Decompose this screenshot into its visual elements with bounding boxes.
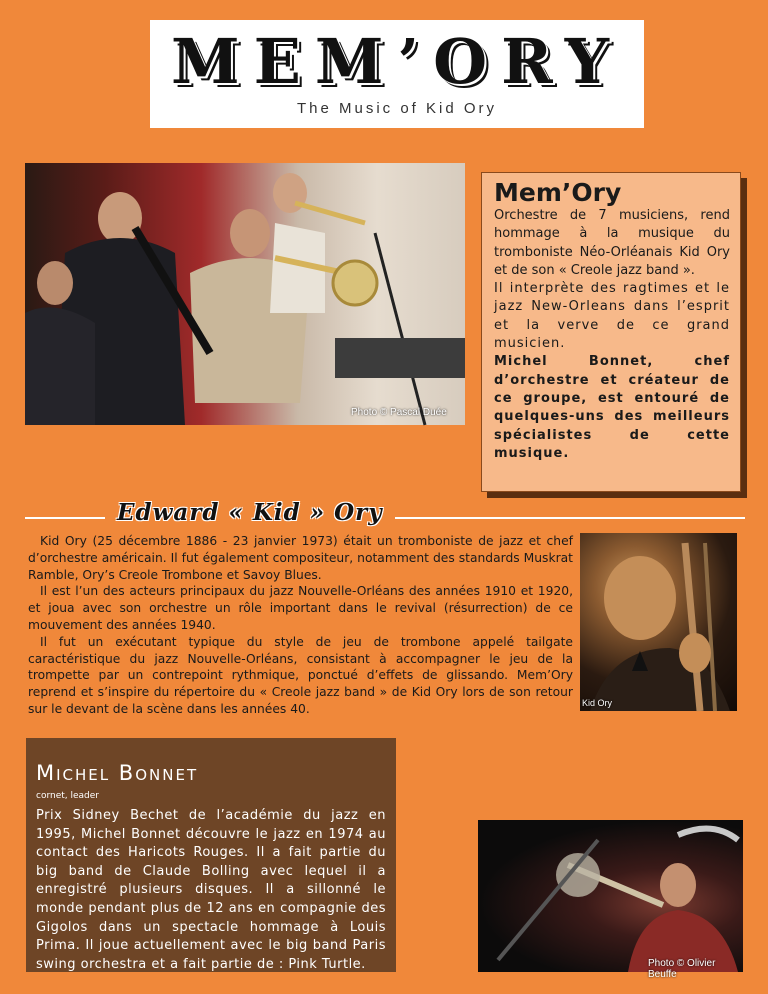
- kid-ory-heading-text: Edward « Kid » Ory: [117, 499, 383, 526]
- info-paragraph-2: Il interprète des ragtimes et le jazz New-Orleans dans l’esprit et la verve de ce grand musicien.: [494, 281, 730, 352]
- memory-info-box: [481, 172, 741, 492]
- kid-paragraph-1: Kid Ory (25 décembre 1886 - 23 janvier 1973) était un tromboniste de jazz et chef d’orchestre américain. Il fut également compositeur, notamment des standards Muskrat Ramble, Ory’s Creole Trombone et Savoy Blues.: [28, 534, 573, 582]
- heading-rule-left: [25, 517, 105, 519]
- michel-bonnet-photo-credit: Photo © Olivier Beuffe: [648, 958, 716, 980]
- logo-title: MEM’ORY: [171, 25, 623, 98]
- band-photo-credit: Photo © Pascal Duée: [351, 407, 447, 418]
- heading-rule-right: [395, 517, 745, 519]
- michel-bonnet-illustration: [478, 820, 743, 972]
- logo-subtitle: The Music of Kid Ory: [296, 100, 498, 117]
- michel-bonnet-bio: Prix Sidney Bechet de l’académie du jazz en 1995, Michel Bonnet découvre le jazz en 1974 au contact des Haricots Rouges. Il a fait partie du big band de Claude Bolling avec lequel il a enregistré plusieurs disques. Il a sillonné le monde pendant plus de 12 ans en compagnie des Gigolos dans un spectacle hommage à Louis Prima. Il joue actuellement avec le big band Paris swing orchestra et a fait partie de : Pink Turtle.: [36, 808, 386, 972]
- info-text: [494, 207, 730, 463]
- michel-bonnet-photo: [478, 820, 743, 980]
- michel-bonnet-role: cornet, leader: [36, 791, 99, 801]
- kid-ory-photo-caption: Kid Ory: [582, 698, 613, 708]
- kid-ory-photo: [580, 533, 737, 711]
- info-paragraph-3: Michel Bonnet, chef d’orchestre et créateur de ce groupe, est entouré de quelques-uns des meilleurs spécialistes de cette musique.: [494, 354, 730, 461]
- kid-ory-text: [28, 533, 573, 718]
- kid-ory-heading: [25, 499, 745, 529]
- band-photo: [25, 163, 465, 425]
- michel-bonnet-name: Michel Bonnet: [36, 761, 199, 785]
- logo-banner: [150, 20, 644, 128]
- kid-ory-illustration: [580, 533, 737, 711]
- kid-paragraph-3: Il fut un exécutant typique du style de jeu de trombone appelé tailgate caractéristique du jazz Nouvelle-Orléans, consistant à accompagner le jeu de la trompette par un contrepoint rythmique, ponctué d’effets de glissando. Mem’Ory reprend et s’inspire du répertoire du « Creole jazz band » de Kid Ory lors de son retour sur le devant de la scène dans les années 40.: [28, 634, 573, 716]
- band-photo-illustration: [25, 163, 465, 425]
- info-title: Mem’Ory: [494, 178, 622, 207]
- info-paragraph-1: Orchestre de 7 musiciens, rend hommage à la musique du tromboniste Néo-Orléanais Kid Ory et de son « Creole jazz band ».: [494, 208, 730, 278]
- michel-bonnet-box: [26, 738, 396, 972]
- kid-paragraph-2: Il est l’un des acteurs principaux du jazz Nouvelle-Orléans des années 1910 et 1920, et joua avec son orchestre un rôle important dans le revival (résurrection) de ce mouvement des années 1940.: [28, 584, 573, 632]
